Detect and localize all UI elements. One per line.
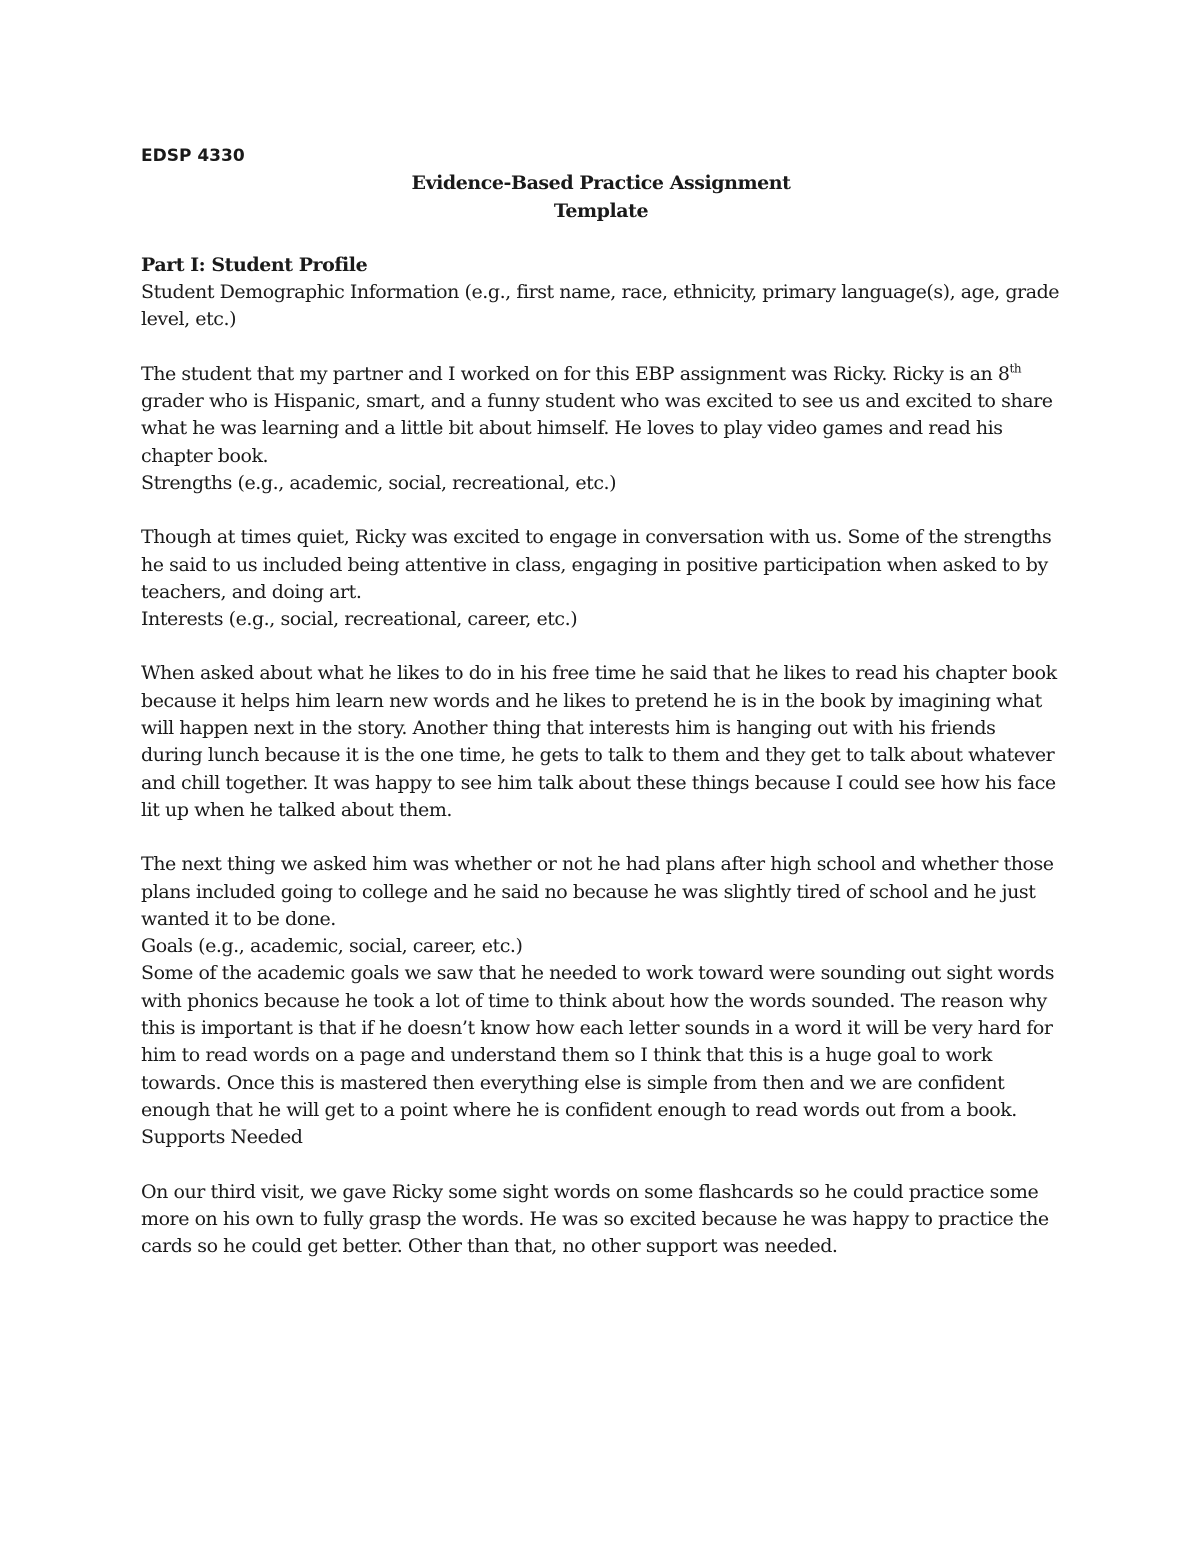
- title-line-2: Template: [553, 199, 649, 222]
- demographics-label: Student Demographic Information (e.g., first name, race, ethnicity, primary language(s), age, grade level, etc.): [141, 281, 1060, 331]
- goals-label: Goals (e.g., academic, social, career, etc.): [141, 935, 523, 958]
- demographics-text: [141, 361, 1061, 470]
- interests-label: Interests (e.g., social, recreational, career, etc.): [141, 608, 578, 631]
- document-page: [141, 143, 1061, 1260]
- interests-text-1: When asked about what he likes to do in his free time he said that he likes to read his chapter book because it helps him learn new words and he likes to pretend he is in the book by imagining what will happen next in the story. Another thing that interests him is hanging out with his friends during lunch because it is the one time, he gets to talk to them and they get to talk about whatever and chill together. It was happy to see him talk about these things because I could see how his face lit up when he talked about them.: [141, 662, 1057, 821]
- supports-text: On our third visit, we gave Ricky some sight words on some flashcards so he could practice some more on his own to fully grasp the words. He was so excited because he was happy to practice the cards so he could get better. Other than that, no other support was needed.: [141, 1180, 1049, 1258]
- goals-text: Some of the academic goals we saw that he needed to work toward were sounding out sight words with phonics because he took a lot of time to think about how the words sounded. The reason why this is important is that if he doesn’t know how each letter sounds in a word it will be very hard for him to read words on a page and understand them so I think that this is a huge goal to work towards. Once this is mastered then everything else is simple from then and we are confident enough that he will get to a point where he is confident enough to read words out from a book.: [141, 962, 1055, 1121]
- title-line-1: Evidence-Based Practice Assignment: [411, 172, 791, 195]
- interests-text-2: The next thing we asked him was whether or not he had plans after high school and whether those plans included going to college and he said no because he was slightly tired of school and he just wanted it to be done.: [141, 853, 1054, 930]
- document-title: [141, 170, 1061, 225]
- strengths-text: Though at times quiet, Ricky was excited to engage in conversation with us. Some of the strengths he said to us included being attentive in class, engaging in positive participation when asked to by teachers, and doing art.: [141, 526, 1052, 603]
- course-code: EDSP 4330: [141, 146, 245, 166]
- demographics-text-end: grader who is Hispanic, smart, and a funny student who was excited to see us and excited to share what he was learning and a little bit about himself. He loves to play video games and read his chapter book.: [141, 390, 1053, 467]
- ordinal-suffix: th: [1009, 361, 1022, 376]
- supports-label: Supports Needed: [141, 1126, 303, 1149]
- demographics-text-start: The student that my partner and I worked on for this EBP assignment was Ricky. Ricky is an 8: [141, 362, 1010, 385]
- strengths-label: Strengths (e.g., academic, social, recreational, etc.): [141, 471, 617, 494]
- part1-heading: Part I: Student Profile: [141, 253, 368, 276]
